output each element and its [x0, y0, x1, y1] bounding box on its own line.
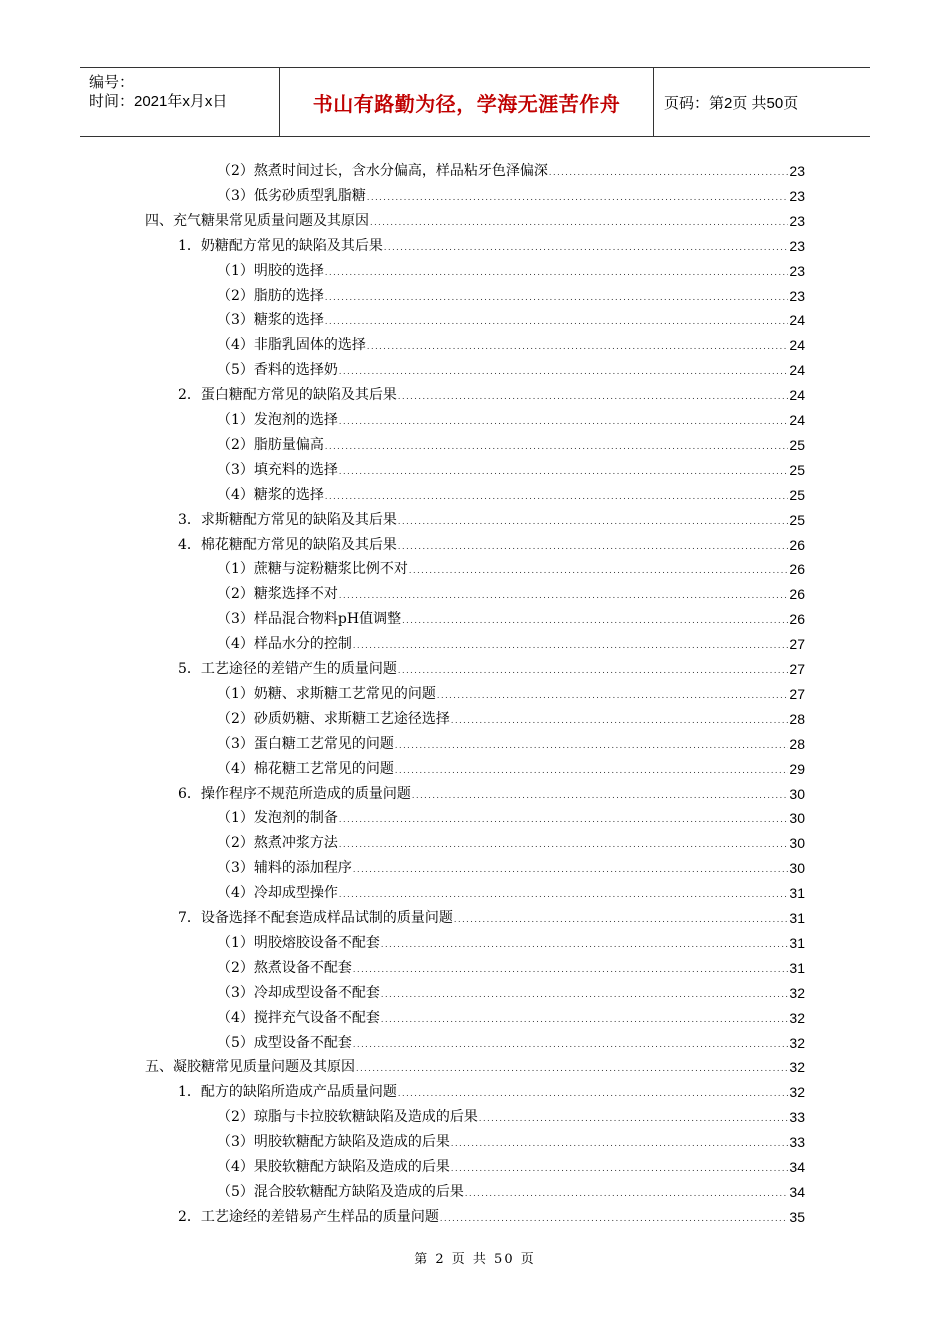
toc-dot-leader — [465, 1185, 789, 1199]
toc-entry-title: （3）样品混合物料pH值调整 — [217, 611, 402, 628]
toc-entry-title: （2）熬煮冲浆方法 — [217, 835, 338, 852]
toc-dot-leader — [325, 488, 789, 502]
toc-entry[interactable] — [217, 757, 805, 781]
toc-entry-title: 2．工艺途经的差错易产生样品的质量问题 — [178, 1208, 439, 1225]
toc-entry-page: 24 — [789, 312, 805, 329]
toc-entry[interactable] — [217, 433, 805, 457]
toc-dot-leader — [395, 762, 789, 776]
toc-entry-page: 32 — [789, 984, 805, 1001]
motto-cell — [280, 68, 654, 136]
toc-dot-leader — [398, 662, 789, 676]
toc-dot-leader — [339, 463, 789, 477]
toc-entry[interactable] — [217, 856, 805, 880]
toc-entry[interactable] — [145, 1055, 805, 1079]
toc-entry-page: 25 — [789, 461, 805, 478]
toc-entry-title: 1．配方的缺陷所造成产品质量问题 — [178, 1084, 397, 1101]
toc-dot-leader — [356, 1060, 788, 1074]
toc-entry-page: 23 — [789, 212, 805, 229]
motto-text: 书山有路勤为径，学海无涯苦作舟 — [312, 91, 621, 116]
toc-entry[interactable] — [217, 284, 805, 308]
toc-entry[interactable] — [217, 1031, 805, 1055]
page-footer: 第 2 页 共 50 页 — [414, 1252, 536, 1267]
toc-dot-leader — [451, 1160, 789, 1174]
toc-entry-title: （3）低劣砂质型乳脂糖 — [217, 187, 366, 204]
toc-entry-page: 26 — [789, 536, 805, 553]
toc-dot-leader — [437, 687, 789, 701]
toc-entry-page: 35 — [789, 1208, 805, 1225]
toc-dot-leader — [402, 612, 788, 626]
toc-entry-title: 5．工艺途径的差错产生的质量问题 — [178, 661, 397, 677]
toc-entry-title: 4．棉花糖配方常见的缺陷及其后果 — [178, 536, 397, 553]
toc-dot-leader — [479, 1110, 789, 1124]
toc-entry[interactable] — [178, 782, 805, 806]
header-table — [80, 67, 870, 137]
toc-entry-page: 30 — [789, 860, 805, 877]
toc-entry-page: 34 — [789, 1159, 805, 1175]
toc-entry[interactable] — [217, 582, 805, 606]
toc-entry[interactable] — [178, 1080, 805, 1104]
toc-entry-title: 3．求斯糖配方常见的缺陷及其后果 — [178, 511, 397, 528]
toc-entry-title: 2．蛋白糖配方常见的缺陷及其后果 — [178, 387, 397, 404]
toc-entry-title: （5）香料的选择奶 — [217, 362, 338, 379]
toc-entry-page: 24 — [789, 387, 805, 404]
toc-entry-page: 33 — [789, 1134, 805, 1151]
header-meta-cell — [80, 68, 280, 136]
toc-entry[interactable] — [145, 209, 805, 233]
toc-entry-title: （5）混合胶软糖配方缺陷及造成的后果 — [217, 1183, 464, 1200]
toc-entry-page: 24 — [789, 412, 805, 428]
time-label: 时间：2021年x月x日 — [89, 93, 228, 110]
toc-entry-page: 32 — [789, 1084, 805, 1101]
toc-entry[interactable] — [178, 906, 805, 930]
toc-dot-leader — [339, 363, 789, 377]
toc-entry-title: （3）辅料的添加程序 — [217, 860, 352, 877]
page-info-text: 页码：第2页 共50页 — [664, 94, 799, 112]
toc-entry-title: （3）明胶软糖配方缺陷及造成的后果 — [217, 1134, 450, 1151]
toc-entry-title: （1）发泡剂的选择 — [217, 412, 338, 428]
toc-entry-title: （4）搅拌充气设备不配套 — [217, 1009, 380, 1026]
toc-dot-leader — [370, 214, 788, 228]
toc-entry-page: 30 — [789, 785, 805, 802]
toc-entry-title: （4）冷却成型操作 — [217, 885, 338, 902]
toc-entry-title: （3）糖浆的选择 — [217, 312, 324, 329]
toc-dot-leader — [367, 189, 789, 203]
toc-entry-title: （3）冷却成型设备不配套 — [217, 984, 380, 1001]
toc-entry-page: 30 — [789, 810, 805, 827]
toc-entry-page: 31 — [789, 934, 805, 951]
toc-entry-title: （1）奶糖、求斯糖工艺常见的问题 — [217, 685, 436, 702]
toc-entry-title: 6．操作程序不规范所造成的质量问题 — [178, 785, 411, 802]
toc-entry-page: 26 — [789, 611, 805, 628]
page-info-cell — [654, 68, 870, 136]
toc-entry-page: 28 — [789, 710, 805, 727]
toc-entry[interactable] — [217, 707, 805, 731]
toc-entry-title: （1）发泡剂的制备 — [217, 810, 338, 827]
toc-dot-leader — [339, 811, 789, 825]
toc-entry[interactable] — [217, 259, 805, 283]
toc-entry[interactable] — [217, 557, 805, 581]
toc-entry[interactable] — [217, 806, 805, 830]
toc-entry[interactable] — [178, 508, 805, 532]
toc-entry-page: 25 — [789, 436, 805, 453]
toc-entry[interactable] — [217, 956, 805, 980]
toc-dot-leader — [381, 1011, 789, 1025]
toc-entry-page: 32 — [789, 1034, 805, 1051]
toc-entry[interactable] — [217, 1006, 805, 1030]
toc-entry-page: 25 — [789, 486, 805, 503]
toc-entry[interactable] — [217, 1105, 805, 1129]
toc-entry-title: （2）熬煮时间过长，含水分偏高，样品粘牙色泽偏深 — [217, 163, 548, 179]
toc-entry[interactable] — [217, 483, 805, 507]
toc-entry-title: （2）砂质奶糖、求斯糖工艺途径选择 — [217, 710, 450, 727]
toc-entry-page: 31 — [789, 910, 805, 926]
toc-dot-leader — [381, 936, 789, 950]
toc-entry-page: 28 — [789, 735, 805, 752]
toc-entry-title: 7．设备选择不配套造成样品试制的质量问题 — [178, 910, 453, 926]
toc-dot-leader — [549, 164, 789, 178]
toc-entry-page: 23 — [789, 187, 805, 204]
toc-dot-leader — [353, 1036, 789, 1050]
toc-entry[interactable] — [217, 458, 805, 482]
toc-entry-title: （1）明胶的选择 — [217, 262, 324, 279]
toc-entry-page: 26 — [789, 586, 805, 603]
toc-entry-title: （2）琼脂与卡拉胶软糖缺陷及造成的后果 — [217, 1109, 478, 1126]
toc-dot-leader — [353, 637, 789, 651]
toc-entry-title: （3）蛋白糖工艺常见的问题 — [217, 735, 394, 752]
toc-dot-leader — [339, 587, 789, 601]
toc-dot-leader — [325, 313, 789, 327]
toc-dot-leader — [353, 961, 789, 975]
toc-entry-title: 五、凝胶糖常见质量问题及其原因 — [145, 1059, 355, 1076]
toc-entry-page: 23 — [789, 237, 805, 254]
toc-entry-page: 33 — [789, 1109, 805, 1126]
toc-entry[interactable] — [217, 632, 805, 656]
toc-entry[interactable] — [217, 1130, 805, 1154]
toc-entry-title: （1）蔗糖与淀粉糖浆比例不对 — [217, 561, 408, 578]
toc-entry[interactable] — [178, 657, 805, 681]
toc-dot-leader — [451, 1135, 789, 1149]
toc-entry[interactable] — [217, 184, 805, 208]
toc-dot-leader — [353, 861, 789, 875]
toc-entry-page: 29 — [789, 760, 805, 777]
toc-dot-leader — [367, 338, 789, 352]
toc-dot-leader — [339, 413, 789, 427]
toc-entry-page: 23 — [789, 262, 805, 279]
toc-entry[interactable] — [217, 981, 805, 1005]
toc-dot-leader — [381, 986, 789, 1000]
toc-entry-title: （4）糖浆的选择 — [217, 486, 324, 503]
toc-entry[interactable] — [217, 607, 805, 631]
toc-entry[interactable] — [217, 831, 805, 855]
toc-entry-page: 26 — [789, 561, 805, 578]
toc-entry-page: 27 — [789, 661, 805, 677]
toc-dot-leader — [384, 239, 789, 253]
toc-dot-leader — [409, 562, 789, 576]
toc-entry[interactable] — [217, 881, 805, 905]
toc-dot-leader — [412, 787, 789, 801]
toc-entry-page: 27 — [789, 685, 805, 702]
toc-entry[interactable] — [217, 931, 805, 955]
toc-entry-title: （5）成型设备不配套 — [217, 1034, 352, 1051]
toc-entry-title: （4）果胶软糖配方缺陷及造成的后果 — [217, 1159, 450, 1175]
toc-entry-title: （4）样品水分的控制 — [217, 636, 352, 653]
toc-dot-leader — [398, 538, 789, 552]
toc-entry-page: 25 — [789, 511, 805, 528]
toc-dot-leader — [398, 388, 789, 402]
toc-entry[interactable] — [217, 358, 805, 382]
toc-dot-leader — [325, 438, 789, 452]
toc-entry-title: （2）脂肪的选择 — [217, 287, 324, 304]
toc-dot-leader — [398, 513, 789, 527]
toc-entry[interactable] — [178, 1205, 805, 1229]
toc-dot-leader — [325, 264, 789, 278]
toc-dot-leader — [440, 1210, 789, 1224]
toc-entry[interactable] — [217, 732, 805, 756]
toc-entry-title: 1．奶糖配方常见的缺陷及其后果 — [178, 237, 383, 254]
toc-entry-title: （2）糖浆选择不对 — [217, 586, 338, 603]
toc-entry-title: （2）脂肪量偏高 — [217, 436, 324, 453]
toc-dot-leader — [454, 911, 789, 925]
toc-entry-page: 23 — [789, 287, 805, 304]
toc-entry[interactable] — [178, 383, 805, 407]
toc-entry-page: 24 — [789, 362, 805, 379]
toc-entry[interactable] — [178, 234, 805, 258]
toc-entry-page: 34 — [789, 1183, 805, 1200]
toc-dot-leader — [339, 836, 789, 850]
toc-entry-page: 24 — [789, 337, 805, 354]
toc-entry-title: （2）熬煮设备不配套 — [217, 959, 352, 976]
toc-entry-page: 30 — [789, 835, 805, 852]
toc-dot-leader — [451, 712, 789, 726]
toc-entry-title: （3）填充料的选择 — [217, 461, 338, 478]
toc-entry[interactable] — [217, 308, 805, 332]
toc-dot-leader — [339, 886, 789, 900]
toc-entry-title: （4）非脂乳固体的选择 — [217, 337, 366, 354]
toc-entry[interactable] — [217, 333, 805, 357]
toc-entry[interactable] — [217, 159, 805, 183]
toc-dot-leader — [395, 737, 789, 751]
toc-entry-page: 27 — [789, 636, 805, 653]
toc-entry-page: 32 — [789, 1059, 805, 1076]
toc-entry[interactable] — [217, 1180, 805, 1204]
toc-entry-title: （1）明胶熔胶设备不配套 — [217, 934, 380, 951]
toc-dot-leader — [398, 1085, 789, 1099]
number-label: 编号： — [89, 74, 135, 91]
toc-entry[interactable] — [178, 533, 805, 557]
toc-entry-page: 23 — [789, 163, 805, 179]
toc-entry-title: （4）棉花糖工艺常见的问题 — [217, 760, 394, 777]
toc-dot-leader — [325, 289, 789, 303]
toc-entry-title: 四、充气糖果常见质量问题及其原因 — [145, 212, 369, 229]
toc-entry-page: 31 — [789, 885, 805, 902]
toc-entry[interactable] — [217, 1155, 805, 1179]
toc-entry-page: 32 — [789, 1009, 805, 1026]
toc-entry[interactable] — [217, 682, 805, 706]
toc-entry[interactable] — [217, 408, 805, 432]
toc-entry-page: 31 — [789, 959, 805, 976]
